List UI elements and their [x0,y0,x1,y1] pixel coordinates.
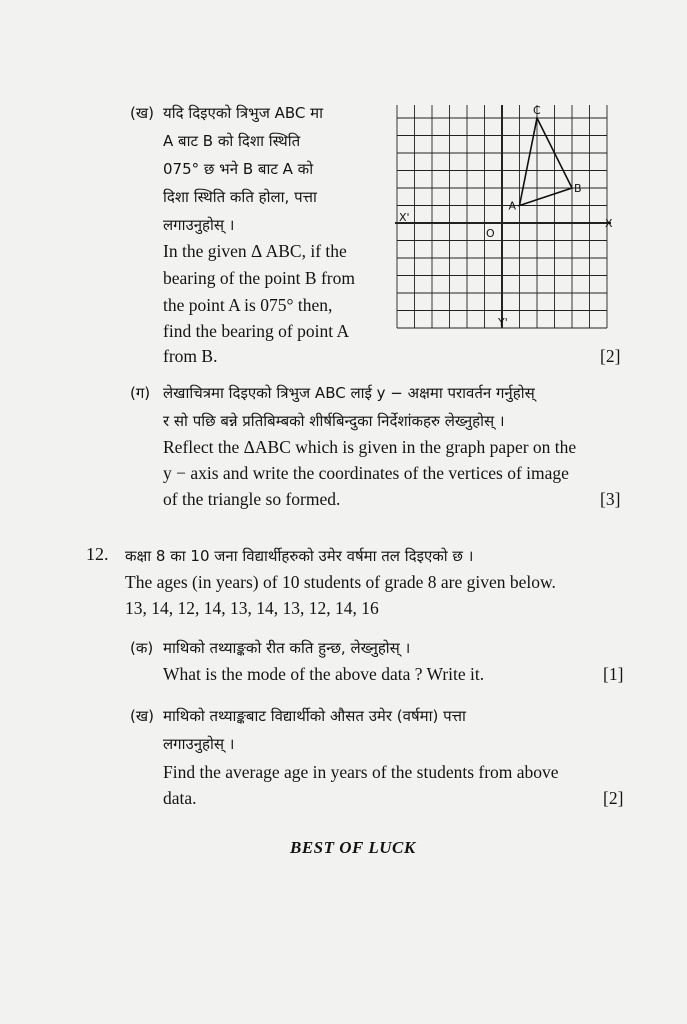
axes [395,105,611,328]
origin-label: O [486,227,495,240]
q11-kha-nepali-line-5: लगाउनुहोस् । [163,216,235,234]
vertex-c-label: C [533,105,541,117]
q11-kha-english-line-4: find the bearing of point A [163,321,350,341]
q12-kha-english-line-2: data. [163,788,197,808]
q12-ka-label: (क) [130,639,154,657]
x-axis-right-label: X [605,217,613,230]
q11-ga-label: (ग) [130,384,151,402]
q12-kha-english-line-1: Find the average age in years of the students from above [163,762,559,782]
q12-kha-label: (ख) [130,707,154,725]
triangle-abc [520,118,573,206]
q11-ga-marks: [3] [600,489,621,509]
q12-kha-nepali-line-2: लगाउनुहोस् । [163,735,235,753]
q11-kha-english-line-1: In the given Δ ABC, if the [163,241,347,261]
vertex-a-label: A [508,199,517,213]
q12-kha-nepali-line-1: माथिको तथ्याङ्कबाट विद्यार्थीको औसत उमेर (वर्षमा) पत्ता [163,707,466,725]
q11-kha-english-line-3: the point A is 075° then, [163,295,333,315]
q11-ga-nepali-line-1: लेखाचित्रमा दिइएको त्रिभुज ABC लाई y − अक्षमा परावर्तन गर्नुहोस् [163,384,535,402]
q11-ga-english-line-2: y − axis and write the coordinates of the vertices of image [163,463,569,483]
q12-nepali: कक्षा 8 का 10 जना विद्यार्थीहरुको उमेर वर्षमा तल दिइएको छ । [125,547,474,565]
q12-ka-english: What is the mode of the above data ? Write it. [163,664,485,684]
q11-kha-nepali-line-4: दिशा स्थिति कति होला, पत्ता [163,188,317,206]
q11-ga-nepali-line-2: र सो पछि बन्ने प्रतिबिम्बको शीर्षबिन्दुका निर्देशांकहरु लेख्नुहोस् । [163,412,505,430]
q12-ages: 13, 14, 12, 14, 13, 14, 13, 12, 14, 16 [125,598,379,618]
q11-kha-nepali-line-1: यदि दिइएको त्रिभुज ABC मा [163,104,323,122]
y-axis-bottom-label: Y' [498,316,508,329]
q11-kha-nepali-line-2: A बाट B को दिशा स्थिति [163,132,301,150]
q11-ga-english-line-1: Reflect the ΔABC which is given in the graph paper on the [163,437,577,457]
q11-kha-english-line-2: bearing of the point B from [163,268,355,288]
q11-kha-label: (ख) [130,104,154,122]
closing-text: BEST OF LUCK [290,838,416,857]
q11-kha-marks: [2] [600,346,621,366]
q11-kha-nepali-line-3: 075° छ भने B बाट A को [163,160,314,178]
q11-ga-english-line-3: of the triangle so formed. [163,489,341,509]
x-axis-left-label: X' [399,211,410,224]
vertex-b-label: B [574,182,582,195]
graph-paper [395,105,635,330]
q11-kha-english-line-5: from B. [163,346,218,366]
q12-kha-marks: [2] [603,788,624,808]
q12-ka-marks: [1] [603,664,624,684]
q12-ka-nepali: माथिको तथ्याङ्कको रीत कति हुन्छ, लेख्नुहोस् । [163,639,411,657]
q12-english: The ages (in years) of 10 students of grade 8 are given below. [125,572,556,592]
q12-number: 12. [86,544,109,564]
